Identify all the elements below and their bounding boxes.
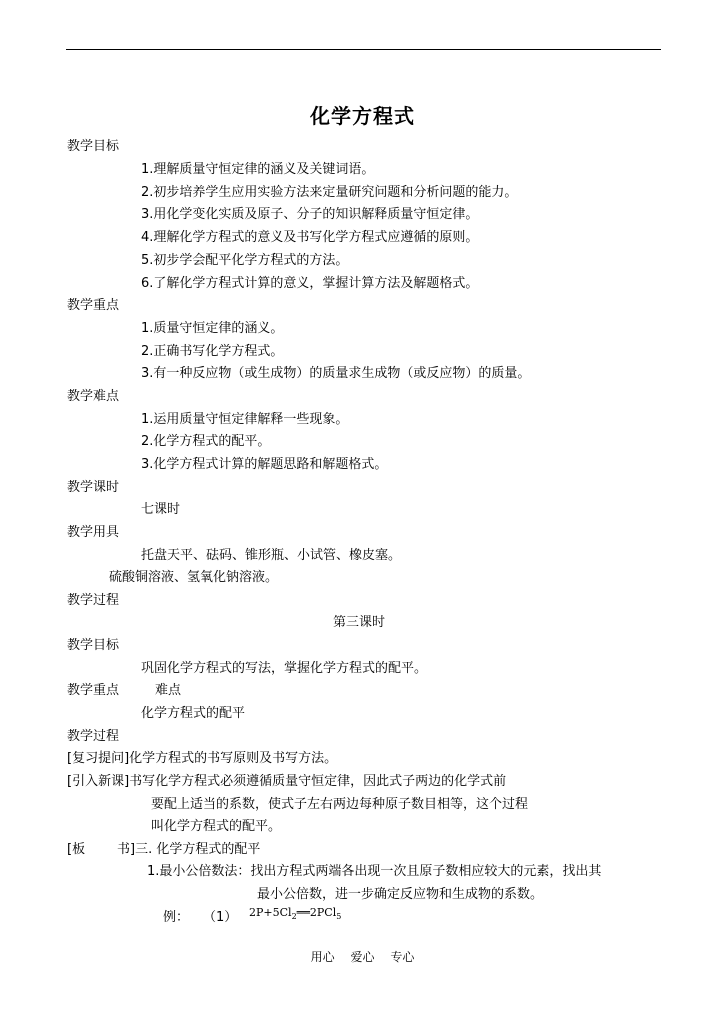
list-item: 2.正确书写化学方程式。 [141,344,284,359]
section-heading: 教学难点 [67,389,120,404]
list-item: 1.质量守恒定律的涵义。 [141,321,284,336]
body-text: 要配上适当的系数，使式子左右两边每种原子数目相等，这个过程 [151,797,529,812]
section-heading: 教学用具 [67,525,120,540]
board-label: [板 [67,842,86,857]
body-text: 硫酸铜溶液、氢氧化钠溶液。 [109,570,279,585]
list-item: 4.理解化学方程式的意义及书写化学方程式应遵循的原则。 [141,230,479,245]
equation-rhs: 2PCl [309,906,337,919]
body-text: [复习提问]化学方程式的书写原则及书写方法。 [67,751,338,766]
list-item: 1.理解质量守恒定律的涵义及关键词语。 [141,162,375,177]
equation-lhs: 2P+5Cl [249,906,292,919]
section-heading: 教学目标 [67,638,120,653]
body-text: 七课时 [141,502,181,517]
example-label: 例： [163,910,190,925]
equals-sign: ══ [296,906,310,919]
body-text: 托盘天平、砝码、锥形瓶、小试管、橡皮塞。 [141,548,402,563]
list-item: 2.化学方程式的配平。 [141,434,271,449]
header-rule [66,49,661,50]
section-heading: 教学过程 [67,593,120,608]
section-heading: 教学过程 [67,729,120,744]
section-heading: 难点 [155,683,182,698]
lesson-title: 第三课时 [333,615,386,630]
page-footer [0,948,725,965]
list-item: 6.了解化学方程式计算的意义，掌握计算方法及解题格式。 [141,276,479,291]
body-text: [引入新课]书写化学方程式必须遵循质量守恒定律，因此式子两边的化学式前 [67,774,507,789]
chemical-equation [249,906,341,921]
equation-lhs-subscript: 2 [291,912,297,921]
section-heading: 教学目标 [67,139,120,154]
list-item: 3.有一种反应物（或生成物）的质量求生成物（或反应物）的质量。 [141,366,531,381]
list-item: 5.初步学会配平化学方程式的方法。 [141,253,349,268]
body-text: 1.最小公倍数法：找出方程式两端各出现一次且原子数相应较大的元素，找出其 [147,864,602,879]
list-item: 3.化学方程式计算的解题思路和解题格式。 [141,457,388,472]
body-text: 叫化学方程式的配平。 [151,819,282,834]
body-text: 巩固化学方程式的写法，掌握化学方程式的配平。 [141,661,428,676]
section-heading: 教学重点 [67,683,120,698]
equation-rhs-subscript: 5 [336,912,342,921]
example-number: （1） [203,910,238,925]
footer-word: 专心 [390,950,415,964]
list-item: 1.运用质量守恒定律解释一些现象。 [141,412,349,427]
page-title: 化学方程式 [310,104,415,128]
section-heading: 书]三. 化学方程式的配平 [117,842,261,857]
list-item: 3.用化学变化实质及原子、分子的知识解释质量守恒定律。 [141,207,479,222]
footer-word: 用心 [310,950,335,964]
body-text: 最小公倍数，进一步确定反应物和生成物的系数。 [257,887,544,902]
list-item: 2.初步培养学生应用实验方法来定量研究问题和分析问题的能力。 [141,185,518,200]
body-text: 化学方程式的配平 [141,706,246,721]
section-heading: 教学重点 [67,298,120,313]
section-heading: 教学课时 [67,480,120,495]
footer-word: 爱心 [350,950,375,964]
